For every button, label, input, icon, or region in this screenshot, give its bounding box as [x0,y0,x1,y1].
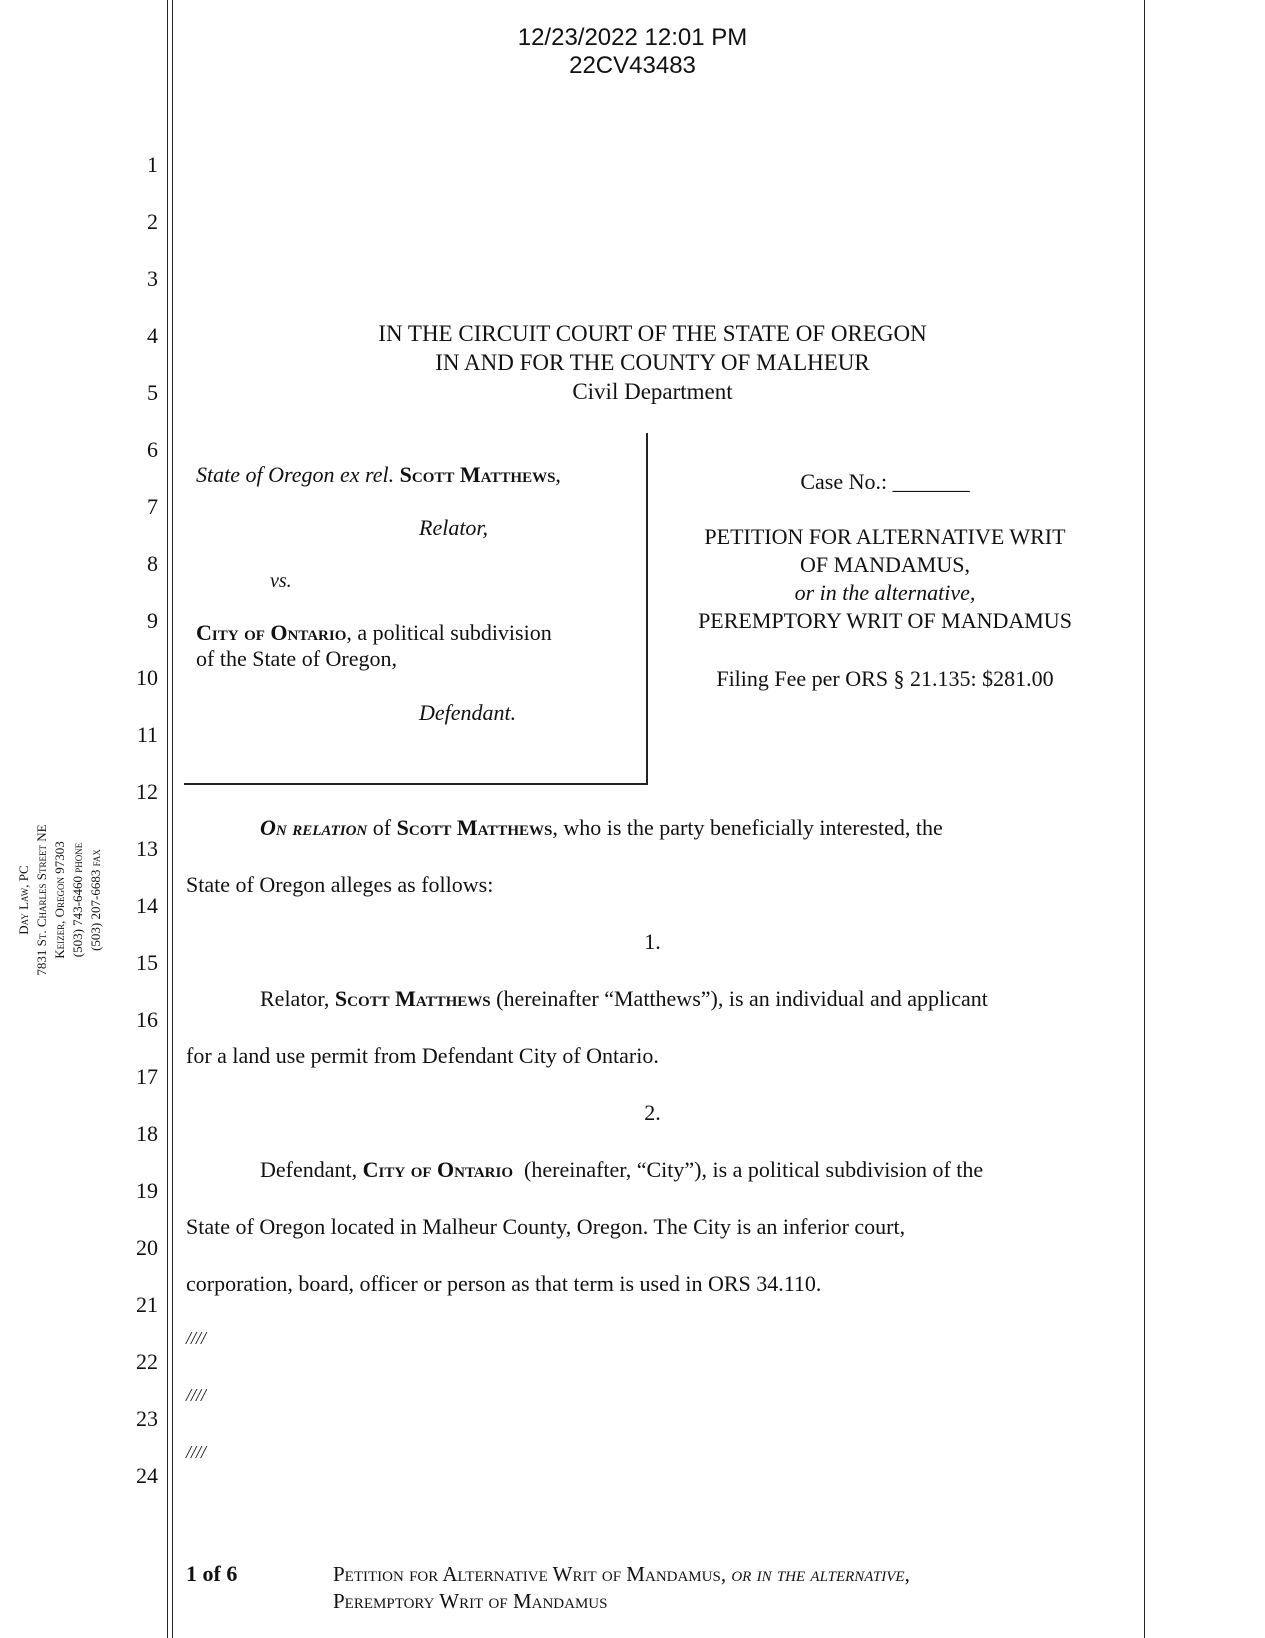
line-number: 8 [147,551,158,576]
case-number-field: Case No.: _______ [800,469,970,494]
defendant-line [196,620,641,646]
para2-line-3: corporation, board, officer or person as that term is used in ORS 34.110. [186,1271,822,1296]
para2-line-1 [260,1157,983,1183]
para1-line-2: for a land use permit from Defendant City of Ontario. [186,1043,659,1068]
defendant-desc-2: of the State of Oregon, [196,646,397,671]
line-number: 2 [147,209,158,234]
para1-relator-name: Scott Matthews [334,986,491,1011]
firm-phone: (503) 743-6460 phone [70,842,85,958]
right-margin-rule [1144,0,1145,1638]
line-number: 16 [136,1007,158,1032]
petition-title [655,523,1115,635]
line-number: 13 [136,836,158,861]
petition-title-line-2: OF MANDAMUS, [800,552,970,577]
para2-start: Defendant, [260,1157,363,1182]
footer-title-line-1 [333,1561,1133,1588]
firm-fax: (503) 207-6683 fax [88,849,103,951]
line-number: 17 [136,1064,158,1089]
para1-rest: (hereinafter “Matthews”), is an individual and applicant [490,986,988,1011]
line-number: 6 [147,437,158,462]
line-number: 7 [147,494,158,519]
intro-relator-name: Scott Matthews [396,815,553,840]
firm-street: 7831 St. Charles Street NE [34,824,49,976]
firm-name: Day Law, PC [16,865,31,935]
para2-defendant-name: City of Ontario [362,1157,514,1182]
line-number: 9 [147,608,158,633]
para2-line-2: State of Oregon located in Malheur County, Oregon. The City is an inferior court, [186,1214,906,1239]
para1-line-1 [260,986,988,1012]
relator-line [196,462,641,488]
line-number: 10 [136,665,158,690]
left-margin-rule-2 [172,0,173,1638]
intro-line-1 [260,815,943,841]
court-line-2: IN AND FOR THE COUNTY OF MALHEUR [435,350,870,375]
line-number: 12 [136,779,158,804]
firm-info [15,760,105,1040]
slash-continuation-2: //// [186,1385,207,1405]
line-number: 15 [136,950,158,975]
defendant-label: Defendant. [419,700,517,725]
paragraph-number-1: 1. [644,929,661,954]
filing-stamp [0,24,1265,80]
filing-fee: Filing Fee per ORS § 21.135: $281.00 [716,666,1054,691]
footer-title-c: , [904,1562,910,1586]
firm-city: Keizer, Oregon 97303 [52,841,67,959]
line-number: 21 [136,1292,158,1317]
line-number: 24 [136,1463,158,1488]
defendant-desc-1: , a political subdivision [346,620,552,645]
line-number: 19 [136,1178,158,1203]
page-indicator: 1 of 6 [186,1561,238,1586]
intro-of: of [367,815,397,840]
line-number: 4 [147,323,158,348]
vs-label: vs. [270,570,292,592]
caption-divider-horizontal [184,783,648,785]
court-heading [175,319,1130,406]
line-number: 22 [136,1349,158,1374]
state-prefix: State of Oregon ex rel. [196,462,395,487]
caption-divider-vertical [646,433,648,784]
line-number: 18 [136,1121,158,1146]
slash-continuation-3: //// [186,1442,207,1462]
para1-start: Relator, [260,986,335,1011]
petition-title-line-1: PETITION FOR ALTERNATIVE WRIT [704,524,1066,549]
petition-title-line-3: or in the alternative, [794,580,976,605]
footer-title-a: Petition for Alternative Writ of Mandamus, [333,1562,732,1586]
defendant-name: City of Ontario [196,620,347,645]
line-number: 23 [136,1406,158,1431]
relator-name: Scott Matthews [399,462,556,487]
court-line-1: IN THE CIRCUIT COURT OF THE STATE OF OREGON [378,321,927,346]
paragraph-number-2: 2. [644,1100,661,1125]
intro-line-2: State of Oregon alleges as follows: [186,872,494,897]
petition-title-line-4: PEREMPTORY WRIT OF MANDAMUS [698,608,1072,633]
slash-continuation-1: //// [186,1328,207,1348]
stamp-case-number: 22CV43483 [569,52,696,79]
line-number: 5 [147,380,158,405]
relator-comma: , [555,462,561,487]
line-number: 20 [136,1235,158,1260]
line-number: 11 [136,722,158,747]
line-number: 1 [147,152,158,177]
court-line-3: Civil Department [572,379,733,404]
intro-rest: , who is the party beneficially interested, the [552,815,943,840]
footer-title-b: or in the alternative [731,1562,905,1586]
para2-rest: (hereinafter, “City”), is a political subdivision of the [513,1157,984,1182]
stamp-datetime: 12/23/2022 12:01 PM [517,24,748,51]
relator-label: Relator, [419,515,489,540]
line-number: 14 [136,893,158,918]
line-number: 3 [147,266,158,291]
footer-title [333,1561,1133,1615]
left-margin-rule-1 [167,0,168,1638]
footer-title-line-2: Peremptory Writ of Mandamus [333,1589,608,1613]
on-relation-label: On relation [260,815,368,840]
